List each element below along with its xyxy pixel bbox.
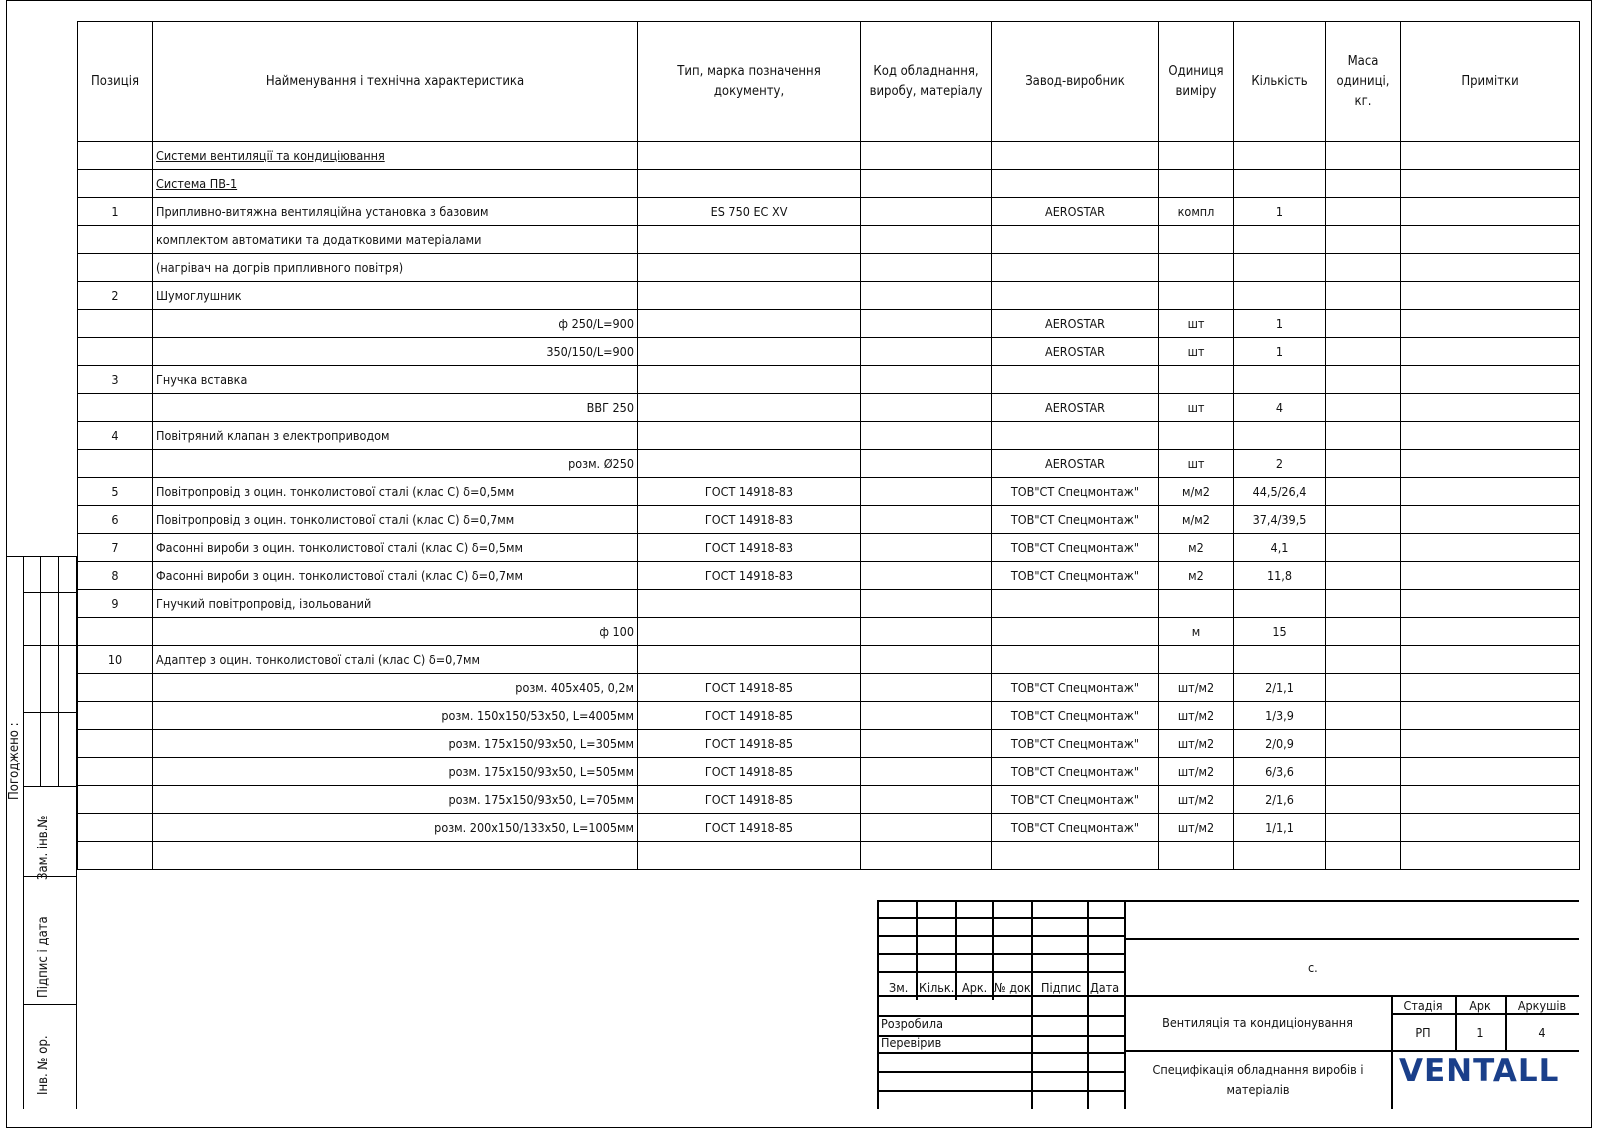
cell-position xyxy=(78,730,153,758)
cell-qty: 4,1 xyxy=(1234,534,1326,562)
cell-type: ГОСТ 14918-85 xyxy=(638,814,861,842)
cell-mass xyxy=(1326,450,1401,478)
cell-code xyxy=(861,478,992,506)
cell-name xyxy=(153,842,638,870)
cell-position: 8 xyxy=(78,562,153,590)
cell-code xyxy=(861,842,992,870)
cell-position xyxy=(78,170,153,198)
header-qty: Кількість xyxy=(1234,22,1326,142)
cell-note xyxy=(1401,506,1580,534)
cell-code xyxy=(861,702,992,730)
cell-type xyxy=(638,310,861,338)
header-name: Найменування і технічна характеристика xyxy=(153,22,638,142)
stage-label: Стадія xyxy=(1403,998,1443,1013)
cell-maker: ТОВ"СТ Спецмонтаж" xyxy=(992,814,1159,842)
cell-name: Фасонні вироби з оцин. тонколистової сталі (клас С) δ=0,7мм xyxy=(153,562,638,590)
sheets-value: 4 xyxy=(1538,1025,1546,1040)
cell-unit: компл xyxy=(1159,198,1234,226)
cell-type xyxy=(638,450,861,478)
cell-code xyxy=(861,534,992,562)
cell-maker xyxy=(992,254,1159,282)
cell-unit: м2 xyxy=(1159,562,1234,590)
cell-position xyxy=(78,226,153,254)
cell-type: ГОСТ 14918-83 xyxy=(638,534,861,562)
cell-position: 1 xyxy=(78,198,153,226)
table-row xyxy=(78,198,1580,226)
specification-table xyxy=(77,21,1580,870)
cell-name: (нагрівач на догрів припливного повітря) xyxy=(153,254,638,282)
cell-name: розм. 150х150/53х50, L=4005мм xyxy=(153,702,638,730)
cell-code xyxy=(861,142,992,170)
cell-position xyxy=(78,702,153,730)
cell-mass xyxy=(1326,786,1401,814)
cell-note xyxy=(1401,618,1580,646)
header-maker: Завод-виробник xyxy=(992,22,1159,142)
cell-name: Системи вентиляції та кондиціювання xyxy=(153,142,638,170)
cell-maker: AEROSTAR xyxy=(992,310,1159,338)
cell-type xyxy=(638,142,861,170)
cell-type xyxy=(638,254,861,282)
table-row xyxy=(78,842,1580,870)
cell-position: 6 xyxy=(78,506,153,534)
cell-qty: 1 xyxy=(1234,338,1326,366)
checked-label: Перевірив xyxy=(881,1035,942,1050)
col-sign: Підпис xyxy=(1041,980,1082,995)
cell-qty xyxy=(1234,282,1326,310)
cell-qty xyxy=(1234,422,1326,450)
cell-qty: 1/3,9 xyxy=(1234,702,1326,730)
cell-type xyxy=(638,394,861,422)
cell-code xyxy=(861,338,992,366)
cell-maker: AEROSTAR xyxy=(992,338,1159,366)
cell-unit xyxy=(1159,142,1234,170)
cell-note xyxy=(1401,366,1580,394)
cell-note xyxy=(1401,450,1580,478)
cell-mass xyxy=(1326,282,1401,310)
cell-name: Шумоглушник xyxy=(153,282,638,310)
cell-code xyxy=(861,282,992,310)
inv-orig-label: Інв. № ор. xyxy=(36,1035,51,1095)
cell-maker: ТОВ"СТ Спецмонтаж" xyxy=(992,506,1159,534)
cell-unit: м xyxy=(1159,618,1234,646)
cell-name: Повітропровід з оцин. тонколистової сталі (клас С) δ=0,5мм xyxy=(153,478,638,506)
cell-unit xyxy=(1159,590,1234,618)
cell-code xyxy=(861,198,992,226)
cell-name: 350/150/L=900 xyxy=(153,338,638,366)
table-row xyxy=(78,282,1580,310)
cell-unit xyxy=(1159,842,1234,870)
cell-position xyxy=(78,618,153,646)
cell-note xyxy=(1401,562,1580,590)
table-row xyxy=(78,310,1580,338)
cell-qty: 4 xyxy=(1234,394,1326,422)
cell-position xyxy=(78,786,153,814)
cell-code xyxy=(861,758,992,786)
cell-maker xyxy=(992,842,1159,870)
cell-mass xyxy=(1326,842,1401,870)
cell-note xyxy=(1401,478,1580,506)
cell-position: 4 xyxy=(78,422,153,450)
header-type: Тип, марка позначення документу, xyxy=(638,22,861,142)
cell-maker: AEROSTAR xyxy=(992,198,1159,226)
cell-position xyxy=(78,338,153,366)
cell-note xyxy=(1401,590,1580,618)
header-code: Код обладнання, виробу, матеріалу xyxy=(861,22,992,142)
table-row xyxy=(78,646,1580,674)
sheet-value: 1 xyxy=(1476,1025,1484,1040)
cell-unit xyxy=(1159,422,1234,450)
section-title: Вентиляція та кондиціонування xyxy=(1162,1015,1353,1030)
cell-mass xyxy=(1326,618,1401,646)
cell-qty: 37,4/39,5 xyxy=(1234,506,1326,534)
table-row xyxy=(78,170,1580,198)
cell-unit: шт xyxy=(1159,310,1234,338)
table-row xyxy=(78,814,1580,842)
cell-unit xyxy=(1159,226,1234,254)
cell-note xyxy=(1401,786,1580,814)
cell-note xyxy=(1401,674,1580,702)
table-header-row xyxy=(78,22,1580,142)
cell-qty: 1 xyxy=(1234,310,1326,338)
cell-unit: м/м2 xyxy=(1159,506,1234,534)
cell-unit xyxy=(1159,646,1234,674)
cell-unit xyxy=(1159,366,1234,394)
cell-type xyxy=(638,338,861,366)
cell-code xyxy=(861,562,992,590)
cell-unit: шт xyxy=(1159,394,1234,422)
cell-mass xyxy=(1326,590,1401,618)
cell-note xyxy=(1401,226,1580,254)
cell-code xyxy=(861,422,992,450)
table-row xyxy=(78,506,1580,534)
cell-mass xyxy=(1326,478,1401,506)
cell-type xyxy=(638,226,861,254)
col-doc: № док xyxy=(994,980,1031,995)
cell-name: комплектом автоматики та додатковими матеріалами xyxy=(153,226,638,254)
cell-unit: м2 xyxy=(1159,534,1234,562)
cell-position xyxy=(78,814,153,842)
cell-note xyxy=(1401,758,1580,786)
cell-mass xyxy=(1326,758,1401,786)
table-row xyxy=(78,422,1580,450)
table-row xyxy=(78,758,1580,786)
cell-type xyxy=(638,646,861,674)
document-code: с. xyxy=(1308,960,1318,975)
table-body xyxy=(78,142,1580,870)
cell-qty xyxy=(1234,254,1326,282)
cell-mass xyxy=(1326,534,1401,562)
cell-type xyxy=(638,366,861,394)
cell-code xyxy=(861,226,992,254)
cell-maker xyxy=(992,590,1159,618)
cell-position: 2 xyxy=(78,282,153,310)
table-row xyxy=(78,226,1580,254)
cell-type: ГОСТ 14918-85 xyxy=(638,786,861,814)
cell-maker: ТОВ"СТ Спецмонтаж" xyxy=(992,674,1159,702)
cell-code xyxy=(861,170,992,198)
cell-name: Гнучка вставка xyxy=(153,366,638,394)
table-row xyxy=(78,590,1580,618)
cell-code xyxy=(861,618,992,646)
cell-name: Система ПВ-1 xyxy=(153,170,638,198)
cell-unit: шт xyxy=(1159,338,1234,366)
cell-position xyxy=(78,310,153,338)
cell-qty xyxy=(1234,590,1326,618)
cell-note xyxy=(1401,842,1580,870)
cell-maker: ТОВ"СТ Спецмонтаж" xyxy=(992,730,1159,758)
cell-unit: шт/м2 xyxy=(1159,702,1234,730)
cell-name: Фасонні вироби з оцин. тонколистової сталі (клас С) δ=0,5мм xyxy=(153,534,638,562)
cell-maker: ТОВ"СТ Спецмонтаж" xyxy=(992,562,1159,590)
cell-unit: шт/м2 xyxy=(1159,674,1234,702)
cell-type: ГОСТ 14918-85 xyxy=(638,758,861,786)
cell-name: розм. 175х150/93х50, L=505мм xyxy=(153,758,638,786)
cell-position: 3 xyxy=(78,366,153,394)
stage-value: РП xyxy=(1415,1025,1431,1040)
cell-name: Гнучкий повітропровід, ізольований xyxy=(153,590,638,618)
cell-position: 7 xyxy=(78,534,153,562)
table-row xyxy=(78,786,1580,814)
table-row xyxy=(78,254,1580,282)
cell-mass xyxy=(1326,730,1401,758)
cell-note xyxy=(1401,142,1580,170)
cell-mass xyxy=(1326,422,1401,450)
cell-type: ГОСТ 14918-85 xyxy=(638,730,861,758)
cell-maker xyxy=(992,618,1159,646)
table-row xyxy=(78,702,1580,730)
cell-type xyxy=(638,422,861,450)
cell-name: розм. 200х150/133х50, L=1005мм xyxy=(153,814,638,842)
cell-name: Повітряний клапан з електроприводом xyxy=(153,422,638,450)
cell-note xyxy=(1401,646,1580,674)
cell-type: ГОСТ 14918-85 xyxy=(638,702,861,730)
cell-unit xyxy=(1159,254,1234,282)
cell-mass xyxy=(1326,674,1401,702)
cell-note xyxy=(1401,534,1580,562)
cell-mass xyxy=(1326,338,1401,366)
cell-maker: ТОВ"СТ Спецмонтаж" xyxy=(992,702,1159,730)
cell-unit: шт/м2 xyxy=(1159,730,1234,758)
cell-code xyxy=(861,254,992,282)
table-row xyxy=(78,730,1580,758)
cell-mass xyxy=(1326,198,1401,226)
cell-maker: ТОВ"СТ Спецмонтаж" xyxy=(992,786,1159,814)
cell-note xyxy=(1401,338,1580,366)
table-row xyxy=(78,394,1580,422)
cell-qty: 1/1,1 xyxy=(1234,814,1326,842)
cell-position xyxy=(78,394,153,422)
cell-type xyxy=(638,282,861,310)
cell-qty: 11,8 xyxy=(1234,562,1326,590)
cell-type xyxy=(638,842,861,870)
header-unit: Одиниця виміру xyxy=(1159,22,1234,142)
cell-qty xyxy=(1234,170,1326,198)
cell-note xyxy=(1401,730,1580,758)
cell-note xyxy=(1401,170,1580,198)
cell-maker xyxy=(992,366,1159,394)
table-row xyxy=(78,450,1580,478)
cell-maker xyxy=(992,142,1159,170)
cell-code xyxy=(861,394,992,422)
cell-maker xyxy=(992,282,1159,310)
cell-mass xyxy=(1326,254,1401,282)
cell-position xyxy=(78,450,153,478)
table-row xyxy=(78,142,1580,170)
cell-position xyxy=(78,142,153,170)
col-date: Дата xyxy=(1090,980,1120,995)
cell-mass xyxy=(1326,562,1401,590)
cell-mass xyxy=(1326,646,1401,674)
cell-position xyxy=(78,758,153,786)
cell-note xyxy=(1401,394,1580,422)
cell-type: ГОСТ 14918-85 xyxy=(638,674,861,702)
cell-qty: 2/1,1 xyxy=(1234,674,1326,702)
cell-code xyxy=(861,506,992,534)
col-zm: Зм. xyxy=(889,980,909,995)
cell-name: розм. 175х150/93х50, L=305мм xyxy=(153,730,638,758)
sheet-label: Арк xyxy=(1469,998,1491,1013)
cell-code xyxy=(861,646,992,674)
cell-unit: шт/м2 xyxy=(1159,786,1234,814)
cell-unit: шт/м2 xyxy=(1159,814,1234,842)
cell-name: ф 250/L=900 xyxy=(153,310,638,338)
cell-note xyxy=(1401,198,1580,226)
table-row xyxy=(78,618,1580,646)
cell-maker xyxy=(992,226,1159,254)
table-row xyxy=(78,338,1580,366)
cell-type: ГОСТ 14918-83 xyxy=(638,478,861,506)
cell-qty: 2 xyxy=(1234,450,1326,478)
cell-name: Адаптер з оцин. тонколистової сталі (клас С) δ=0,7мм xyxy=(153,646,638,674)
sheet-title: Специфікація обладнання виробів і матеріалів xyxy=(1152,1062,1364,1097)
cell-qty xyxy=(1234,842,1326,870)
cell-mass xyxy=(1326,170,1401,198)
cell-qty xyxy=(1234,646,1326,674)
cell-mass xyxy=(1326,814,1401,842)
cell-note xyxy=(1401,282,1580,310)
cell-note xyxy=(1401,814,1580,842)
cell-maker: AEROSTAR xyxy=(992,394,1159,422)
cell-code xyxy=(861,786,992,814)
cell-qty: 2/0,9 xyxy=(1234,730,1326,758)
cell-mass xyxy=(1326,506,1401,534)
cell-code xyxy=(861,730,992,758)
cell-qty: 2/1,6 xyxy=(1234,786,1326,814)
cell-position: 9 xyxy=(78,590,153,618)
cell-qty: 15 xyxy=(1234,618,1326,646)
cell-maker xyxy=(992,422,1159,450)
cell-qty: 6/3,6 xyxy=(1234,758,1326,786)
cell-mass xyxy=(1326,142,1401,170)
cell-unit: шт xyxy=(1159,450,1234,478)
cell-maker: ТОВ"СТ Спецмонтаж" xyxy=(992,758,1159,786)
cell-mass xyxy=(1326,226,1401,254)
cell-code xyxy=(861,366,992,394)
cell-position xyxy=(78,674,153,702)
cell-unit: шт/м2 xyxy=(1159,758,1234,786)
cell-type xyxy=(638,170,861,198)
cell-name: ВВГ 250 xyxy=(153,394,638,422)
cell-name: розм. 405х405, 0,2м xyxy=(153,674,638,702)
cell-type: ES 750 EC XV xyxy=(638,198,861,226)
table-row xyxy=(78,534,1580,562)
cell-code xyxy=(861,814,992,842)
col-kilk: Кільк. xyxy=(919,980,955,995)
cell-type xyxy=(638,618,861,646)
cell-code xyxy=(861,450,992,478)
cell-position: 10 xyxy=(78,646,153,674)
table-row xyxy=(78,478,1580,506)
col-ark: Арк. xyxy=(962,980,988,995)
cell-position xyxy=(78,842,153,870)
cell-maker: ТОВ"СТ Спецмонтаж" xyxy=(992,534,1159,562)
developed-label: Розробила xyxy=(881,1016,943,1031)
table-row xyxy=(78,366,1580,394)
cell-qty: 1 xyxy=(1234,198,1326,226)
cell-unit: м/м2 xyxy=(1159,478,1234,506)
cell-type xyxy=(638,590,861,618)
cell-mass xyxy=(1326,394,1401,422)
sign-date-label: Підпис і дата xyxy=(36,916,51,998)
cell-code xyxy=(861,590,992,618)
cell-name: Повітропровід з оцин. тонколистової сталі (клас С) δ=0,7мм xyxy=(153,506,638,534)
cell-maker xyxy=(992,170,1159,198)
cell-unit xyxy=(1159,170,1234,198)
cell-maker: ТОВ"СТ Спецмонтаж" xyxy=(992,478,1159,506)
table-row xyxy=(78,674,1580,702)
table-row xyxy=(78,562,1580,590)
agreed-label: Погоджено : xyxy=(7,722,22,800)
cell-maker xyxy=(992,646,1159,674)
cell-qty: 44,5/26,4 xyxy=(1234,478,1326,506)
cell-name: розм. 175х150/93х50, L=705мм xyxy=(153,786,638,814)
sheets-label: Аркушів xyxy=(1517,998,1567,1013)
cell-name: ф 100 xyxy=(153,618,638,646)
cell-name: Припливно-витяжна вентиляційна установка з базовим xyxy=(153,198,638,226)
cell-qty xyxy=(1234,142,1326,170)
cell-mass xyxy=(1326,310,1401,338)
cell-maker: AEROSTAR xyxy=(992,450,1159,478)
cell-code xyxy=(861,310,992,338)
cell-mass xyxy=(1326,702,1401,730)
cell-code xyxy=(861,674,992,702)
cell-note xyxy=(1401,702,1580,730)
cell-position: 5 xyxy=(78,478,153,506)
cell-type: ГОСТ 14918-83 xyxy=(638,562,861,590)
cell-name: розм. Ø250 xyxy=(153,450,638,478)
cell-note xyxy=(1401,254,1580,282)
header-mass: Маса одиниці, кг. xyxy=(1326,22,1401,142)
ventall-logo: VENTALL xyxy=(1399,1053,1560,1089)
cell-note xyxy=(1401,310,1580,338)
cell-note xyxy=(1401,422,1580,450)
cell-qty xyxy=(1234,226,1326,254)
header-position: Позиція xyxy=(78,22,153,142)
cell-position xyxy=(78,254,153,282)
cell-qty xyxy=(1234,366,1326,394)
cell-unit xyxy=(1159,282,1234,310)
cell-mass xyxy=(1326,366,1401,394)
header-note: Примітки xyxy=(1401,22,1580,142)
replaced-inv-label: Зам. інв.№ xyxy=(36,815,51,880)
cell-type: ГОСТ 14918-83 xyxy=(638,506,861,534)
